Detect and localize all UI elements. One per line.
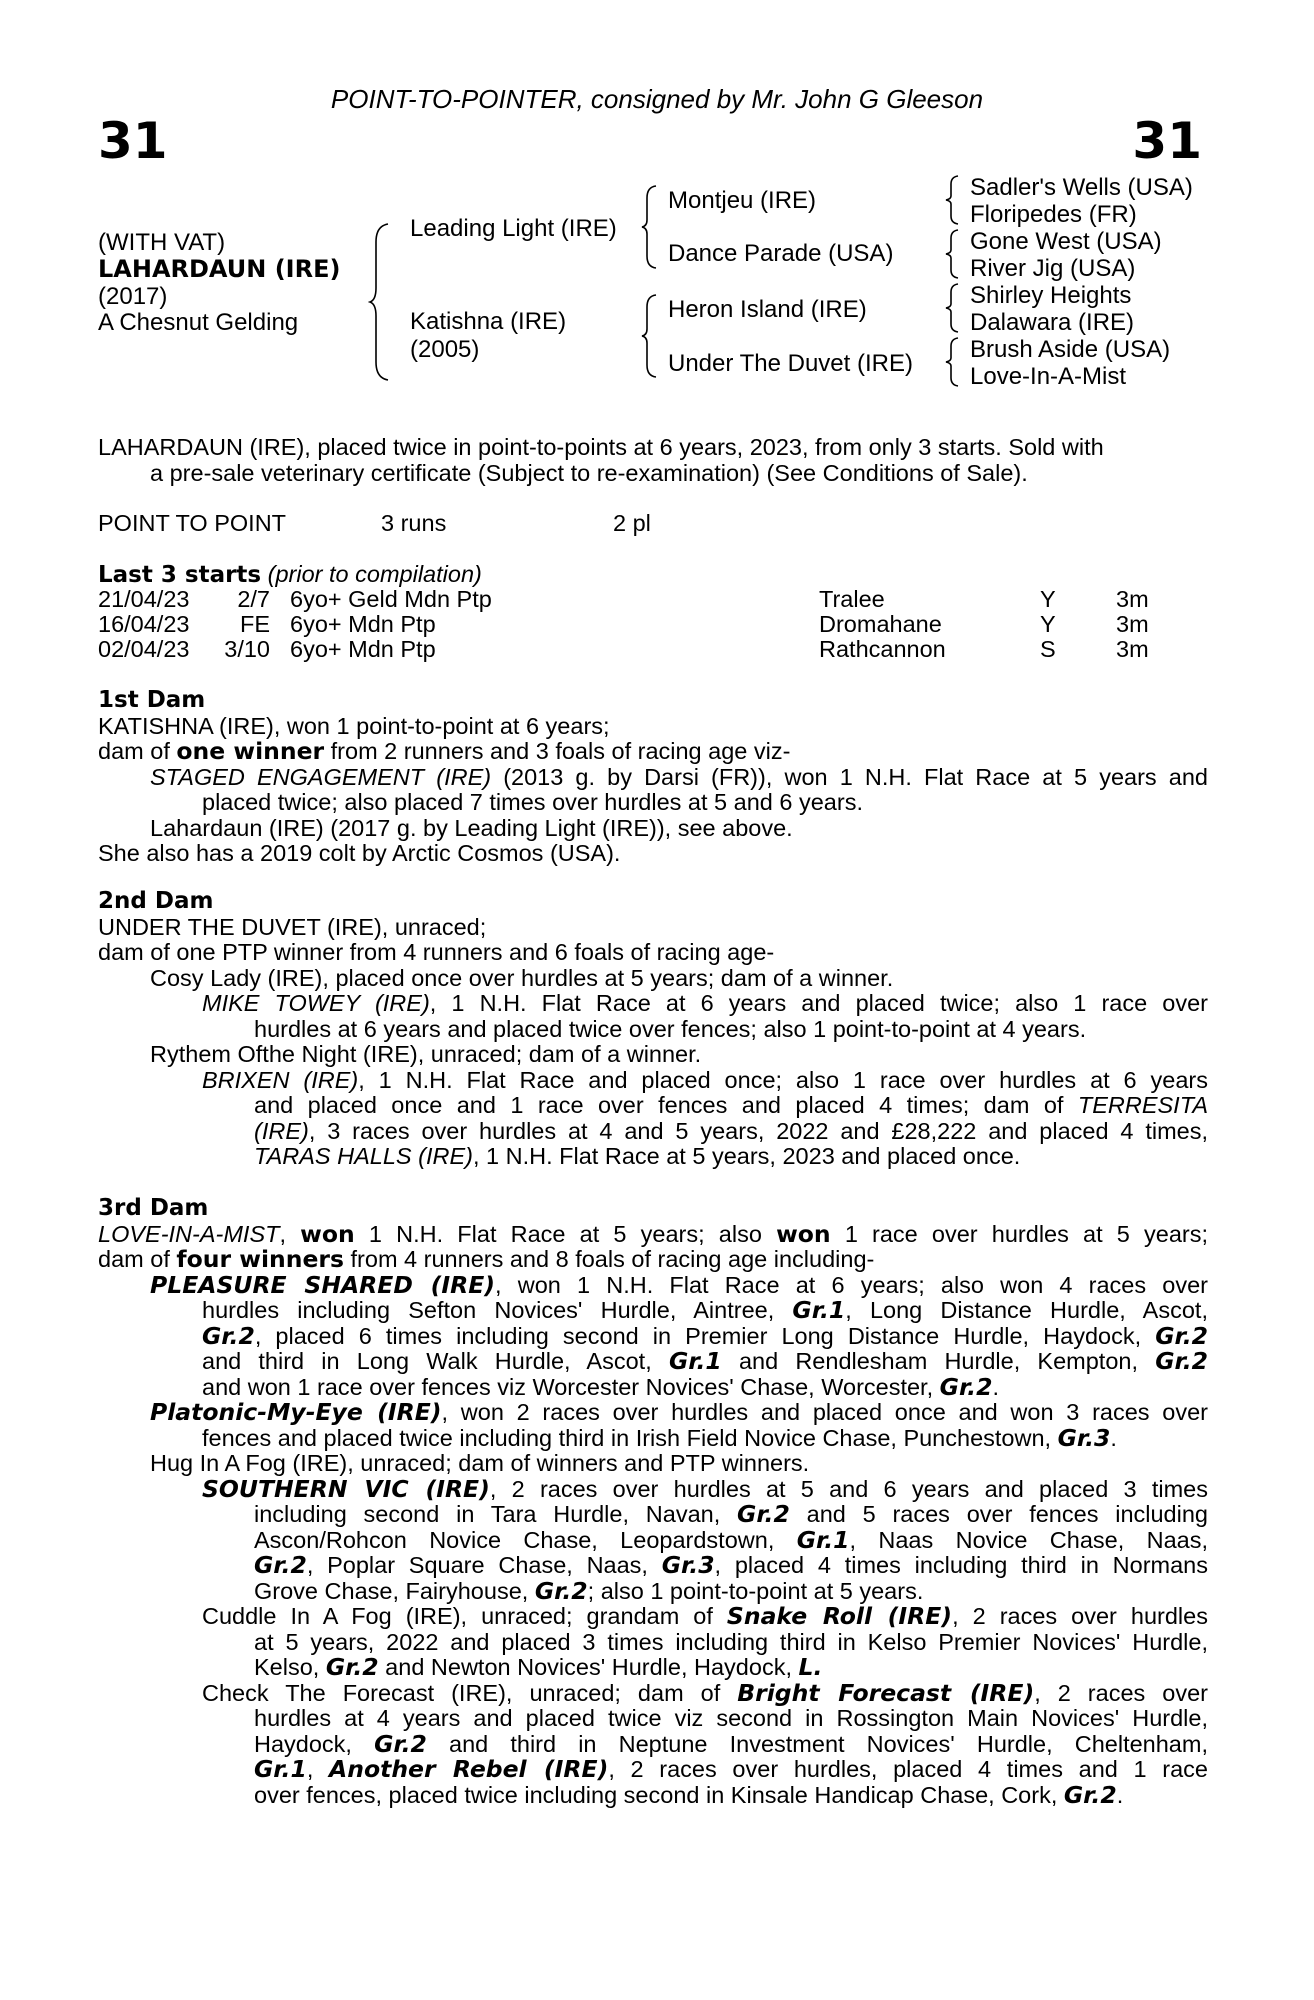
grade-label: Gr.3 (661, 1551, 715, 1579)
lot-number-right: 31 (1132, 112, 1202, 170)
third-dam-heading: 3rd Dam (98, 1195, 209, 1221)
progeny-name: Snake Roll (IRE) (726, 1602, 953, 1630)
second-dam-line: Rythem Ofthe Night (IRE), unraced; dam of a winner. (150, 1041, 702, 1067)
third-dam-line (254, 1553, 1208, 1579)
progeny-name: STAGED ENGAGEMENT (IRE) (150, 763, 492, 790)
grade-label: Gr.2 (737, 1500, 790, 1528)
text-run: 1 race over hurdles at 5 years; (830, 1220, 1208, 1247)
text-run: Grove Chase, Fairyhouse, (254, 1577, 535, 1604)
third-dam-line (202, 1349, 1208, 1375)
grade-label: Gr.2 (534, 1576, 588, 1605)
pedigree-brace-dam (640, 293, 660, 379)
start-position: FE (239, 611, 270, 637)
third-dam-line (254, 1655, 1208, 1681)
winners-count: one winner (176, 737, 325, 765)
catalogue-header: POINT-TO-POINTER, consigned by Mr. John G Gleeson (330, 84, 984, 114)
text-run: from 4 runners and 8 foals of racing age including- (344, 1246, 875, 1272)
second-dam-line (254, 1093, 1208, 1119)
text-run: , placed 4 times including third in Normans (714, 1552, 1208, 1578)
pedigree-brace-g3 (944, 282, 962, 334)
third-dam-line (98, 1219, 1208, 1248)
second-dam-line (254, 1144, 1208, 1170)
grade-label: Gr.2 (325, 1653, 379, 1681)
progeny-name: (IRE) (254, 1117, 309, 1144)
start-distance: 3m (1116, 636, 1149, 662)
text-run: , won 2 races over hurdles and placed once and won 3 races over (441, 1399, 1208, 1425)
third-dam-line (254, 1757, 1208, 1783)
text-run: , 2 races over hurdles, placed 4 times and 1 race (608, 1756, 1208, 1782)
progeny-name: TARAS HALLS (IRE) (254, 1143, 473, 1169)
start-course: Rathcannon (819, 636, 946, 662)
text-run: . (992, 1373, 999, 1400)
grade-label: Gr.1 (668, 1347, 722, 1375)
first-dam-heading: 1st Dam (98, 687, 206, 713)
third-dam-line (202, 1321, 1208, 1350)
intro-line-2: a pre-sale veterinary certificate (Subject to re-examination) (See Conditions of Sale). (150, 459, 1028, 486)
first-dam-line: placed twice; also placed 7 times over hurdles at 5 and 6 years. (202, 789, 863, 815)
pedigree-g2: Floripedes (FR) (970, 201, 1137, 228)
text-run: , (306, 1756, 330, 1782)
second-dam-line: hurdles at 6 years and placed twice over fences; also 1 point-to-point at 4 years. (254, 1015, 1087, 1042)
text-run: . (1110, 1424, 1117, 1451)
grade-label: Gr.3 (1057, 1423, 1111, 1452)
grade-label: Gr.2 (1063, 1780, 1117, 1809)
first-dam-line: She also has a 2019 colt by Arctic Cosmos (USA). (98, 840, 621, 866)
text-run: , 2 races over (1034, 1679, 1208, 1706)
grade-label: Gr.2 (1155, 1347, 1208, 1375)
start-position: 3/10 (224, 636, 270, 662)
text-run: and Rendlesham Hurdle, Kempton, (721, 1348, 1156, 1374)
third-dam-line (202, 1678, 1208, 1707)
third-dam-line (254, 1780, 1208, 1809)
pedigree-sire-dam: Dance Parade (USA) (668, 240, 894, 267)
text-run: from 2 runners and 3 foals of racing age viz- (324, 738, 791, 764)
grade-label: Gr.1 (792, 1296, 846, 1324)
text-run: . (1116, 1781, 1124, 1808)
second-dam-line (202, 1068, 1208, 1094)
text-run: 1 N.H. Flat Race at 5 years; also (354, 1220, 777, 1247)
last-starts-heading (98, 562, 482, 589)
progeny-name: PLEASURE SHARED (IRE) (150, 1270, 496, 1299)
text-run: , won 1 N.H. Flat Race at 6 years; also won 4 races over (495, 1271, 1208, 1298)
winners-count: four winners (176, 1245, 344, 1273)
text-run: fences and placed twice including third in Irish Field Novice Chase, Punchestown, (202, 1424, 1058, 1451)
start-date: 02/04/23 (98, 636, 190, 662)
start-going: S (1040, 636, 1056, 662)
third-dam-line (150, 1400, 1208, 1426)
text-run: Kelso, (254, 1654, 326, 1680)
third-dam-line (150, 1270, 1208, 1299)
first-dam-line: KATISHNA (IRE), won 1 point-to-point at 6 years; (98, 712, 610, 739)
first-dam-section (98, 688, 1208, 867)
second-dam-heading: 2nd Dam (98, 888, 214, 914)
pedigree-dam-dam: Under The Duvet (IRE) (668, 350, 913, 377)
text-run: Check The Forecast (IRE), unraced; dam of (202, 1679, 738, 1706)
first-dam-line (98, 739, 1208, 765)
start-date: 21/04/23 (98, 586, 190, 612)
start-distance: 3m (1116, 586, 1149, 612)
start-position: 2/7 (237, 586, 270, 612)
text-run: (2013 g. by Darsi (FR)), won 1 N.H. Flat Race at 5 years and (491, 763, 1208, 790)
ptp-placed: 2 pl (613, 510, 651, 536)
text-run: hurdles including Sefton Novices' Hurdle, Aintree, (202, 1297, 793, 1323)
pedigree-g4: River Jig (USA) (970, 255, 1136, 282)
grade-label: Gr.2 (939, 1372, 993, 1401)
start-race: 6yo+ Mdn Ptp (290, 636, 436, 662)
last-starts-title: Last 3 starts (98, 562, 262, 588)
pedigree-dam: Katishna (IRE) (410, 308, 567, 335)
pedigree-sire: Leading Light (IRE) (410, 215, 617, 242)
pedigree-dam-year: (2005) (410, 336, 480, 363)
start-race: 6yo+ Mdn Ptp (290, 611, 436, 637)
text-run: , 1 N.H. Flat Race at 5 years, 2023 and placed once. (472, 1143, 1021, 1169)
third-dam-line: Hug In A Fog (IRE), unraced; dam of winners and PTP winners. (150, 1450, 810, 1476)
ptp-runs: 3 runs (381, 510, 447, 536)
grade-label: Gr.2 (1155, 1321, 1208, 1350)
start-distance: 3m (1116, 611, 1149, 637)
intro-paragraph (98, 435, 1208, 486)
lot-number-left: 31 (98, 112, 168, 170)
pedigree-g3: Gone West (USA) (970, 228, 1162, 255)
grade-label: Gr.2 (254, 1551, 307, 1579)
second-dam-line (254, 1119, 1208, 1145)
text-run: , 1 N.H. Flat Race and placed once; also 1 race over hurdles at 6 years (358, 1066, 1208, 1093)
pedigree-sire-sire: Montjeu (IRE) (668, 187, 817, 214)
third-dam-line (202, 1372, 1208, 1401)
grade-label: L. (798, 1653, 823, 1681)
progeny-name: Platonic-My-Eye (IRE) (150, 1398, 442, 1426)
text-run: and third in Neptune Investment Novices' Hurdle, Cheltenham, (426, 1730, 1208, 1757)
start-course: Dromahane (819, 611, 942, 637)
grade-label: Gr.2 (374, 1729, 427, 1758)
text-run: , 1 N.H. Flat Race at 6 years and placed twice; also 1 race over (429, 990, 1208, 1016)
text-run: ; also 1 point-to-point at 5 years. (587, 1577, 924, 1604)
text-run: and Newton Novices' Hurdle, Haydock, (378, 1654, 799, 1680)
pedigree-dam-sire: Heron Island (IRE) (668, 296, 867, 323)
horse-description: A Chesnut Gelding (98, 309, 299, 336)
start-date: 16/04/23 (98, 611, 190, 637)
text-run: dam of (98, 738, 177, 764)
won-emphasis: won (776, 1219, 831, 1248)
text-run: Haydock, (254, 1730, 375, 1757)
pedigree-brace-main (368, 222, 392, 382)
text-run: Ascon/Rohcon Novice Chase, Leopardstown, (254, 1526, 797, 1553)
text-run: Cuddle In A Fog (IRE), unraced; grandam of (202, 1603, 727, 1629)
ptp-label: POINT TO POINT (98, 510, 287, 536)
grade-label: Gr.2 (202, 1321, 255, 1350)
pedigree-brace-g1 (944, 174, 962, 226)
third-dam-line (202, 1604, 1208, 1630)
third-dam-line (98, 1247, 1208, 1273)
third-dam-line: hurdles at 4 years and placed twice viz second in Rossington Main Novices' Hurdle, (254, 1705, 1208, 1731)
text-run: , placed 6 times including second in Premier Long Distance Hurdle, Haydock, (254, 1322, 1156, 1349)
text-run: and won 1 race over fences viz Worcester Novices' Chase, Worcester, (202, 1373, 940, 1400)
third-dam-section (98, 1196, 1208, 1808)
horse-year: (2017) (98, 283, 168, 310)
second-dam-line: Cosy Lady (IRE), placed once over hurdles at 5 years; dam of a winner. (150, 964, 894, 991)
third-dam-line (202, 1423, 1208, 1452)
pedigree-g7: Brush Aside (USA) (970, 336, 1171, 363)
grade-label: Gr.1 (254, 1755, 307, 1783)
third-dam-line (202, 1474, 1208, 1503)
pedigree-brace-g4 (944, 336, 962, 388)
third-dam-line (202, 1298, 1208, 1324)
third-dam-line (254, 1729, 1208, 1758)
pedigree-brace-g2 (944, 228, 962, 280)
grade-label: Gr.1 (796, 1525, 850, 1554)
second-dam-line (202, 991, 1208, 1017)
text-run: and third in Long Walk Hurdle, Ascot, (202, 1348, 669, 1374)
third-dam-line (254, 1525, 1208, 1554)
start-going: Y (1040, 611, 1056, 637)
pedigree-g6: Dalawara (IRE) (970, 309, 1135, 336)
first-dam-line (150, 765, 1208, 791)
text-run: , Long Distance Hurdle, Ascot, (845, 1297, 1208, 1323)
text-run: dam of (98, 1246, 177, 1272)
text-run: over fences, placed twice including second in Kinsale Handicap Chase, Cork, (254, 1781, 1064, 1808)
text-run: and 5 races over fences including (789, 1501, 1208, 1527)
last-starts-note: (prior to compilation) (267, 561, 482, 587)
text-run: , 2 races over hurdles at 5 and 6 years and placed 3 times (489, 1475, 1208, 1502)
first-dam-line: Lahardaun (IRE) (2017 g. by Leading Light (IRE)), see above. (150, 814, 793, 841)
intro-line-1: LAHARDAUN (IRE), placed twice in point-to-points at 6 years, 2023, from only 3 starts. Sold with (98, 434, 1104, 460)
text-run: , 3 races over hurdles at 4 and 5 years, 2022 and £28,222 and placed 4 times, (308, 1117, 1208, 1144)
text-run: , Poplar Square Chase, Naas, (306, 1552, 662, 1578)
pedigree-g1: Sadler's Wells (USA) (970, 174, 1193, 201)
second-dam-line: dam of one PTP winner from 4 runners and 6 foals of racing age- (98, 939, 775, 965)
second-dam-section (98, 889, 1208, 1170)
text-run: , 2 races over hurdles (952, 1603, 1208, 1629)
horse-name: LAHARDAUN (IRE) (98, 255, 341, 283)
progeny-name: BRIXEN (IRE) (202, 1066, 359, 1093)
third-dam-line: at 5 years, 2022 and placed 3 times including third in Kelso Premier Novices' Hurdle, (254, 1628, 1208, 1655)
pedigree-brace-sire (640, 184, 660, 270)
third-dam-line (254, 1502, 1208, 1528)
won-emphasis: won (300, 1219, 355, 1248)
progeny-name: SOUTHERN VIC (IRE) (202, 1474, 490, 1503)
progeny-name: Another Rebel (IRE) (329, 1755, 609, 1783)
dam-name: LOVE-IN-A-MIST (98, 1220, 280, 1247)
pedigree-g8: Love-In-A-Mist (970, 363, 1127, 390)
vat-note: (WITH VAT) (98, 229, 226, 256)
progeny-name: MIKE TOWEY (IRE) (202, 990, 430, 1016)
second-dam-line: UNDER THE DUVET (IRE), unraced; (98, 913, 487, 940)
text-run: , (279, 1220, 301, 1247)
start-course: Tralee (819, 586, 885, 612)
text-run: and placed once and 1 race over fences and placed 4 times; dam of (254, 1092, 1078, 1118)
start-going: Y (1040, 586, 1056, 612)
text-run: , Naas Novice Chase, Naas, (849, 1526, 1208, 1553)
text-run: including second in Tara Hurdle, Navan, (254, 1501, 738, 1527)
progeny-name: TERRESITA (1077, 1092, 1208, 1118)
pedigree-g5: Shirley Heights (970, 282, 1132, 309)
progeny-name: Bright Forecast (IRE) (737, 1678, 1035, 1707)
start-race: 6yo+ Geld Mdn Ptp (290, 586, 492, 612)
third-dam-line (254, 1576, 1208, 1605)
